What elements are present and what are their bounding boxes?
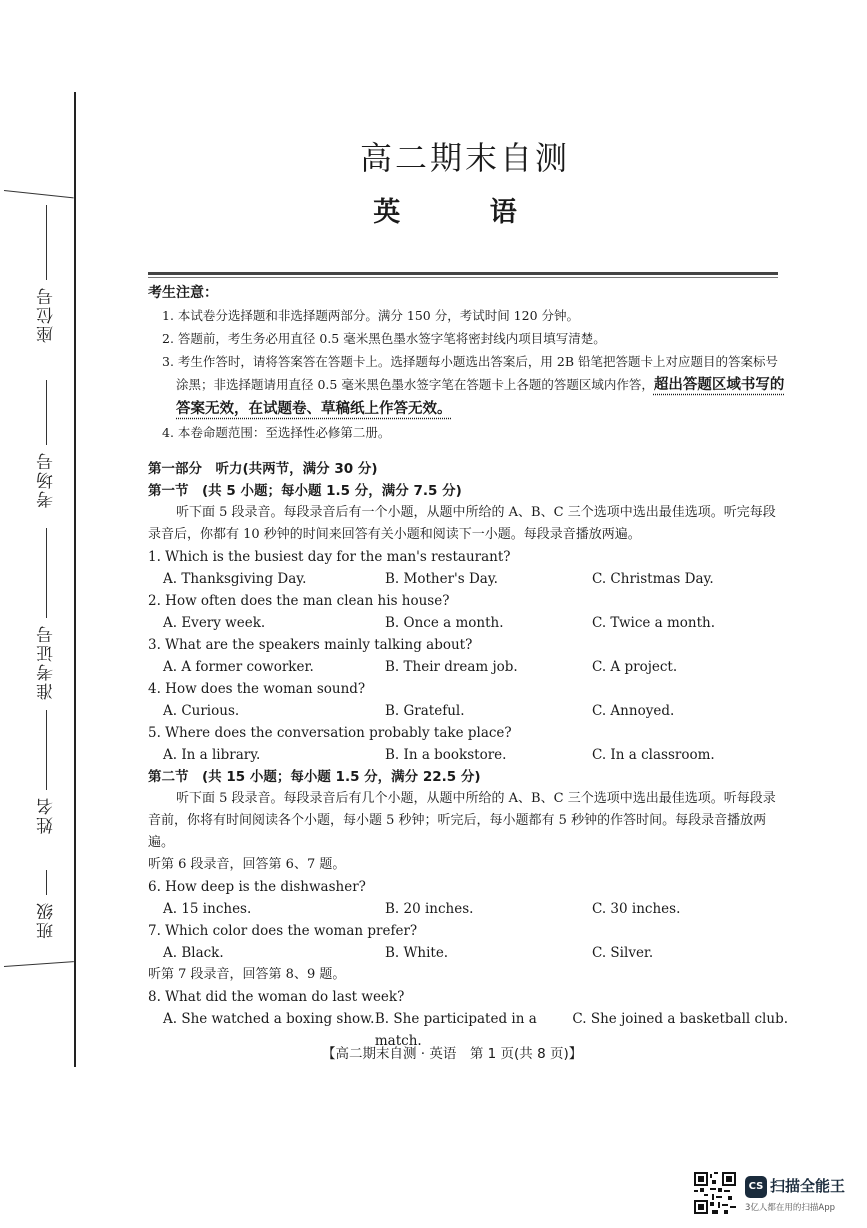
notice-item: 1. 本试卷分选择题和非选择题两部分。满分 150 分，考试时间 120 分钟。 — [162, 308, 580, 323]
logo-text: CS — [748, 1181, 764, 1192]
option-c: C. In a classroom. — [592, 747, 715, 763]
seat-number-label: 座位号 — [36, 286, 57, 343]
notice-item — [148, 350, 788, 421]
question: 4. How does the woman sound? — [148, 681, 366, 697]
name-field — [28, 710, 64, 834]
exam-room-label: 考场号 — [36, 451, 57, 508]
option-b: B. 20 inches. — [385, 901, 474, 917]
fill-blank — [46, 870, 47, 895]
option-b: B. White. — [385, 945, 449, 961]
options — [148, 656, 788, 678]
header-rule — [148, 277, 778, 278]
option-c: C. A project. — [592, 659, 678, 675]
notice-item: 4. 本卷命题范围：至选择性必修第二册。 — [162, 425, 391, 440]
passage-label: 听第 6 段录音，回答第 6、7 题。 — [148, 857, 346, 872]
option-b: B. Grateful. — [385, 703, 465, 719]
question: 7. Which color does the woman prefer? — [148, 923, 418, 939]
question-block — [148, 876, 788, 920]
option-c: C. She joined a basketball club. — [572, 1011, 788, 1027]
notice-title: 考生注意： — [148, 285, 218, 301]
admission-number-field — [28, 528, 64, 700]
option-b: B. Their dream job. — [385, 659, 518, 675]
subject-title: 英 语 — [373, 197, 557, 228]
options — [148, 744, 788, 766]
question-block — [148, 678, 788, 722]
option-c: C. Annoyed. — [592, 703, 675, 719]
qr-code-icon — [694, 1172, 736, 1214]
section-instructions: 听下面 5 段录音。每段录音后有一个小题，从题中所给的 A、B、C 三个选项中选出最佳选项。听完每段录音后，你都有 10 秒钟的时间来回答有关小题和阅读下一小题。每段录音播放两遍。 — [148, 505, 776, 542]
question: 5. Where does the conversation probably take place? — [148, 725, 512, 741]
header-rule — [148, 272, 778, 275]
exam-title: 高二期末自测 — [359, 139, 570, 177]
exam-room-field — [28, 380, 64, 508]
section-title: 第一节 (共 5 小题；每小题 1.5 分，满分 7.5 分) — [148, 483, 462, 499]
question-block — [148, 590, 788, 634]
option-b: B. She participated in a match. — [374, 1011, 537, 1049]
option-c: C. Silver. — [592, 945, 654, 961]
question: 1. Which is the busiest day for the man's restaurant? — [148, 549, 511, 565]
question-block — [148, 722, 788, 766]
options — [148, 942, 788, 964]
passage-label: 听第 7 段录音，回答第 8、9 题。 — [148, 967, 346, 982]
notice-item-text: 3. 考生作答时，请将答案答在答题卡上。选择题每小题选出答案后，用 2B 铅笔把答题卡上对应题目的答案标号涂黑；非选择题请用直径 0.5 毫米黑色墨水签字笔在答题卡上各题的答题区域内作答， — [162, 354, 778, 392]
scanner-app-name: 扫描全能王 — [770, 1177, 846, 1195]
options — [148, 700, 788, 722]
option-a: A. Curious. — [163, 703, 240, 719]
fill-blank — [46, 528, 47, 618]
camscanner-logo-icon — [745, 1176, 767, 1198]
question-block — [148, 634, 788, 678]
question: 6. How deep is the dishwasher? — [148, 879, 366, 895]
option-c: C. Christmas Day. — [592, 571, 714, 587]
footer-text: 【高二期末自测 · 英语 第 1 页(共 8 页)】 — [322, 1046, 583, 1062]
options — [148, 568, 788, 590]
fill-blank — [46, 710, 47, 790]
class-label: 班级 — [36, 901, 57, 939]
section-title: 第二节 (共 15 小题；每小题 1.5 分，满分 22.5 分) — [148, 769, 481, 785]
admission-number-label: 准考证号 — [36, 624, 57, 700]
option-c: C. 30 inches. — [592, 901, 681, 917]
notice-item: 2. 答题前，考生务必用直径 0.5 毫米黑色墨水签字笔将密封线内项目填写清楚。 — [162, 331, 606, 346]
option-c: C. Twice a month. — [592, 615, 716, 631]
question-block — [148, 920, 788, 964]
name-label: 姓名 — [36, 796, 57, 834]
page-footer — [0, 1042, 780, 1062]
fill-blank — [46, 380, 47, 445]
part-title: 第一部分 听力(共两节，满分 30 分) — [148, 461, 378, 477]
option-a: A. A former coworker. — [163, 659, 314, 675]
options — [148, 612, 788, 634]
exam-content — [148, 282, 788, 1052]
class-field — [28, 870, 64, 939]
binding-line — [74, 92, 76, 1067]
option-a: A. Every week. — [163, 615, 266, 631]
question: 8. What did the woman do last week? — [148, 989, 405, 1005]
notice-emphasis: 超出答题区域书写的答案无效，在试题卷、草稿纸上作答无效。 — [176, 377, 785, 417]
option-a: A. Black. — [163, 945, 224, 961]
option-a: A. Thanksgiving Day. — [163, 571, 307, 587]
cut-line — [4, 961, 74, 967]
question-block — [148, 546, 788, 590]
option-a: A. She watched a boxing show. — [163, 1011, 375, 1027]
option-a: A. 15 inches. — [163, 901, 252, 917]
question: 3. What are the speakers mainly talking about? — [148, 637, 473, 653]
options — [148, 898, 788, 920]
section-instructions: 听下面 5 段录音。每段录音后有几个小题，从题中所给的 A、B、C 三个选项中选出最佳选项。听每段录音前，你将有时间阅读各个小题，每小题 5 秒钟；听完后，每小题都有 5 秒钟的作答时间。每段录音播放两遍。 — [148, 791, 776, 850]
scanner-tagline: 3亿人都在用的扫描App — [745, 1203, 836, 1213]
question: 2. How often does the man clean his house? — [148, 593, 450, 609]
option-b: B. Mother's Day. — [385, 571, 498, 587]
option-b: B. In a bookstore. — [385, 747, 507, 763]
option-b: B. Once a month. — [385, 615, 504, 631]
option-a: A. In a library. — [163, 747, 261, 763]
